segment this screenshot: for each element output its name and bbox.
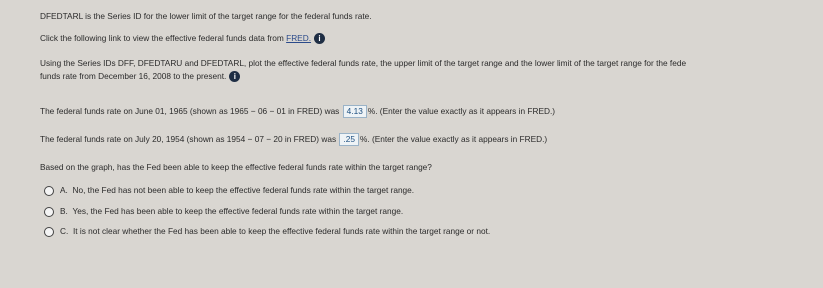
instructions-line-2: funds rate from December 16, 2008 to the present. i xyxy=(40,71,240,82)
choice-a[interactable]: A. No, the Fed has not been able to keep the effective federal funds rate within the target range. xyxy=(44,185,414,196)
question-1: The federal funds rate on June 01, 1965 (shown as 1965 − 06 − 01 in FRED) was 4.13 %. (Enter the value exactly as it appears in FRED.) xyxy=(40,106,556,116)
fred-link[interactable]: FRED. xyxy=(286,33,312,43)
answer-field-2[interactable]: .25 xyxy=(339,133,359,146)
radio-button[interactable] xyxy=(44,207,54,217)
info-icon[interactable]: i xyxy=(229,71,240,82)
question-2: The federal funds rate on July 20, 1954 (shown as 1954 − 07 − 20 in FRED) was .25 %. (Enter the value exactly as it appears in FRED.) xyxy=(40,134,548,144)
instructions-line-1: Using the Series IDs DFF, DFEDTARU and DFEDTARL, plot the effective federal funds rate, the upper limit of the target range and the lower limit of the target range for the fede xyxy=(40,58,687,68)
question-3: Based on the graph, has the Fed been able to keep the effective federal funds rate within the target range? xyxy=(40,162,432,172)
intro-text: DFEDTARL is the Series ID for the lower limit of the target range for the federal funds rate. xyxy=(40,11,372,21)
radio-button[interactable] xyxy=(44,227,54,237)
choice-b[interactable]: B. Yes, the Fed has been able to keep the effective federal funds rate within the target range. xyxy=(44,206,403,217)
fred-link-line: Click the following link to view the effective federal funds data from FRED. i xyxy=(40,33,325,44)
info-icon[interactable]: i xyxy=(314,33,325,44)
answer-field-1[interactable]: 4.13 xyxy=(343,105,367,118)
choice-c[interactable]: C. It is not clear whether the Fed has been able to keep the effective federal funds rate within the target range or not. xyxy=(44,226,490,237)
radio-button[interactable] xyxy=(44,186,54,196)
